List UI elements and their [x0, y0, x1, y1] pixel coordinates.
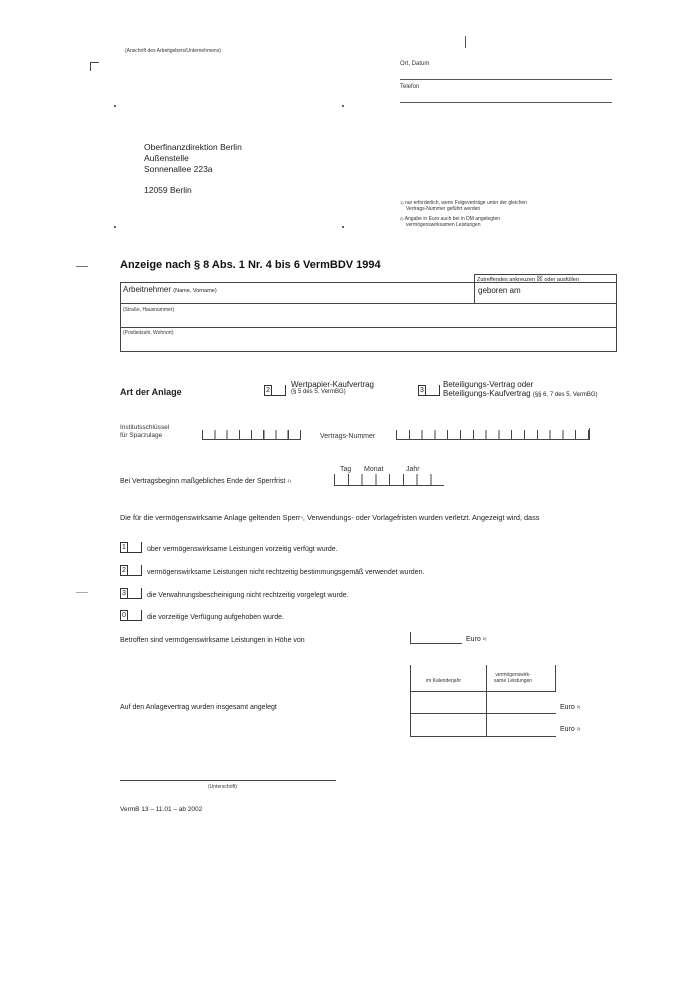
- tick-hint-text: Zutreffendes ankreuzen: [477, 277, 535, 283]
- recipient-line: Oberfinanzdirektion Berlin: [144, 142, 242, 152]
- statement-text: vermögenswirksame Leistungen nicht rechtzeitig bestimmungsgemäß verwendet wurden.: [147, 569, 425, 576]
- option-title: Beteiligungs-Vertrag oder: [443, 380, 534, 389]
- affected-amount-label: Betroffen sind vermögenswirksame Leistungen in Höhe von: [120, 637, 305, 644]
- totals-year-field[interactable]: [411, 692, 485, 712]
- day-label: Tag: [340, 466, 352, 473]
- window-mark: [342, 226, 344, 228]
- row-divider: [120, 303, 617, 304]
- totals-col-year: im Kalenderjahr: [426, 678, 462, 684]
- currency-label: Euro: [466, 636, 481, 643]
- footnote-text: nur erforderlich, wenn Folgeverträge unter der gleichen: [404, 200, 527, 206]
- recipient-line: 12059 Berlin: [144, 185, 192, 195]
- statement-text: über vermögenswirksame Leistungen vorzeitig verfügt wurde.: [147, 546, 338, 553]
- currency-fn: 2): [482, 636, 487, 641]
- place-date-label: Ort, Datum: [400, 61, 430, 67]
- employee-label-text: Arbeitnehmer: [123, 285, 172, 294]
- box-divider: [474, 274, 475, 303]
- form-title: Anzeige nach § 8 Abs. 1 Nr. 4 bis 6 VermBDV 1994: [120, 259, 381, 271]
- option-number-box[interactable]: 2: [264, 385, 272, 396]
- option-title-b: Beteiligungs-Kaufvertrag: [443, 389, 531, 398]
- statement-number-box[interactable]: 1: [120, 542, 128, 553]
- lockout-label-text: Bei Vertragsbeginn maßgebliches Ende der Sperrfrist: [120, 478, 286, 485]
- currency-fn: 2): [576, 726, 581, 731]
- place-date-line[interactable]: [400, 79, 612, 80]
- signature-line[interactable]: [120, 780, 336, 781]
- street-field[interactable]: [121, 314, 615, 326]
- form-code: VermB 13 – 11.01 – ab 2002: [120, 806, 203, 813]
- footnote-1: [400, 200, 527, 212]
- currency-label: Euro: [560, 726, 575, 733]
- totals-col-amount: [494, 672, 532, 684]
- totals-table-line: [410, 736, 556, 737]
- phone-line[interactable]: [400, 102, 612, 103]
- option-sub: (§ 5 des 5. VermBG): [291, 389, 346, 395]
- fold-mark: [76, 266, 88, 267]
- option-wertpapier: [291, 380, 374, 395]
- tick-hint-text-b: oder ausfüllen: [544, 277, 579, 283]
- currency-label: Euro: [560, 704, 575, 711]
- investment-type-label: Art der Anlage: [120, 387, 182, 397]
- option-beteiligung: [443, 380, 598, 398]
- statement-number-box[interactable]: 2: [120, 565, 128, 576]
- window-mark: [342, 105, 344, 107]
- tick-hint: [477, 275, 579, 283]
- lockout-label: [120, 478, 291, 485]
- footnote-text: vermögenswirksamen Leistungen: [406, 222, 481, 228]
- tick-hint-right-line: [616, 274, 617, 283]
- totals-table-line: [555, 665, 556, 692]
- top-tick-mark: [465, 36, 466, 48]
- affected-currency: [466, 636, 486, 643]
- statement-text: die vorzeitige Verfügung aufgehoben wurde.: [147, 614, 284, 621]
- institute-key-label: [120, 424, 169, 440]
- city-field[interactable]: [121, 337, 615, 350]
- phone-label: Telefon: [400, 84, 420, 90]
- recipient-address: [144, 142, 242, 196]
- employee-label: [123, 285, 217, 294]
- totals-year-field[interactable]: [411, 714, 485, 735]
- statement-check-field[interactable]: [128, 542, 142, 553]
- contract-number-end: [589, 428, 590, 440]
- recipient-line: Außenstelle: [144, 153, 189, 163]
- option-check-field[interactable]: [272, 385, 286, 396]
- statement-check-field[interactable]: [128, 588, 142, 599]
- footnote-text: Angabe in Euro auch bei in DM angelegten: [404, 216, 501, 222]
- option-sub: (§§ 6, 7 des 5. VermBG): [532, 392, 598, 398]
- statement-check-field[interactable]: [128, 565, 142, 576]
- birthdate-field[interactable]: [476, 295, 615, 303]
- totals-amount-field[interactable]: [487, 692, 555, 712]
- totals-currency: [560, 726, 580, 733]
- footnote-marker: 1): [400, 200, 404, 205]
- window-mark: [114, 226, 116, 228]
- tick-box-icon: ☒: [536, 276, 543, 283]
- signature-label: (Unterschrift): [208, 784, 237, 790]
- year-label: Jahr: [406, 466, 420, 473]
- institute-key-label-a: Institutsschlüssel: [120, 424, 170, 431]
- affected-amount-field[interactable]: [410, 632, 462, 644]
- option-title: Wertpapier-Kaufvertrag: [291, 380, 374, 389]
- institute-key-field[interactable]: [202, 430, 301, 440]
- footnote-marker: 2): [400, 216, 404, 221]
- city-label: (Postleitzahl, Wohnort): [123, 330, 174, 336]
- contract-number-label: Vertrags-Nummer: [320, 433, 376, 440]
- option-number-box[interactable]: 3: [418, 385, 426, 396]
- lockout-date-field[interactable]: [334, 474, 444, 486]
- employer-address-label: (Anschrift des Arbeitgebers/Unternehmens): [125, 48, 221, 54]
- lockout-label-fn: 1): [287, 478, 291, 483]
- statements-intro: Die für die vermögenswirksame Anlage geltenden Sperr-, Verwendungs- oder Vorlagefristen wurden verletzt. Angezeigt wird, dass: [120, 513, 540, 522]
- totals-label: Auf den Anlagevertrag wurden insgesamt angelegt: [120, 704, 277, 711]
- statement-text: die Verwahrungsbescheinigung nicht rechtzeitig vorgelegt wurde.: [147, 592, 349, 599]
- statement-check-field[interactable]: [128, 610, 142, 621]
- recipient-line: Sonnenallee 223a: [144, 164, 213, 174]
- born-label: geboren am: [478, 286, 521, 295]
- employee-name-field[interactable]: [121, 295, 473, 303]
- totals-currency: [560, 704, 580, 711]
- totals-col-amount-a: vermögenswirk-: [495, 672, 531, 678]
- statement-number-box[interactable]: 3: [120, 588, 128, 599]
- month-label: Monat: [364, 466, 384, 473]
- footnote-text: Vertrags-Nummer geführt werden: [406, 206, 481, 212]
- employee-label-sub: (Name, Vorname): [173, 288, 217, 294]
- footnote-2: [400, 216, 500, 228]
- totals-col-amount-b: same Leistungen: [494, 678, 533, 684]
- statement-number-box[interactable]: 0: [120, 610, 128, 621]
- option-check-field[interactable]: [426, 385, 440, 396]
- institute-key-label-b: für Sparzulage: [120, 432, 163, 439]
- window-mark: [114, 105, 116, 107]
- row-divider: [120, 327, 617, 328]
- address-corner-mark: [90, 62, 99, 71]
- currency-fn: 2): [576, 704, 581, 709]
- fold-mark: [76, 592, 88, 593]
- totals-amount-field[interactable]: [487, 714, 555, 735]
- contract-number-field[interactable]: [396, 430, 589, 440]
- street-label: (Straße, Hausnummer): [123, 307, 175, 313]
